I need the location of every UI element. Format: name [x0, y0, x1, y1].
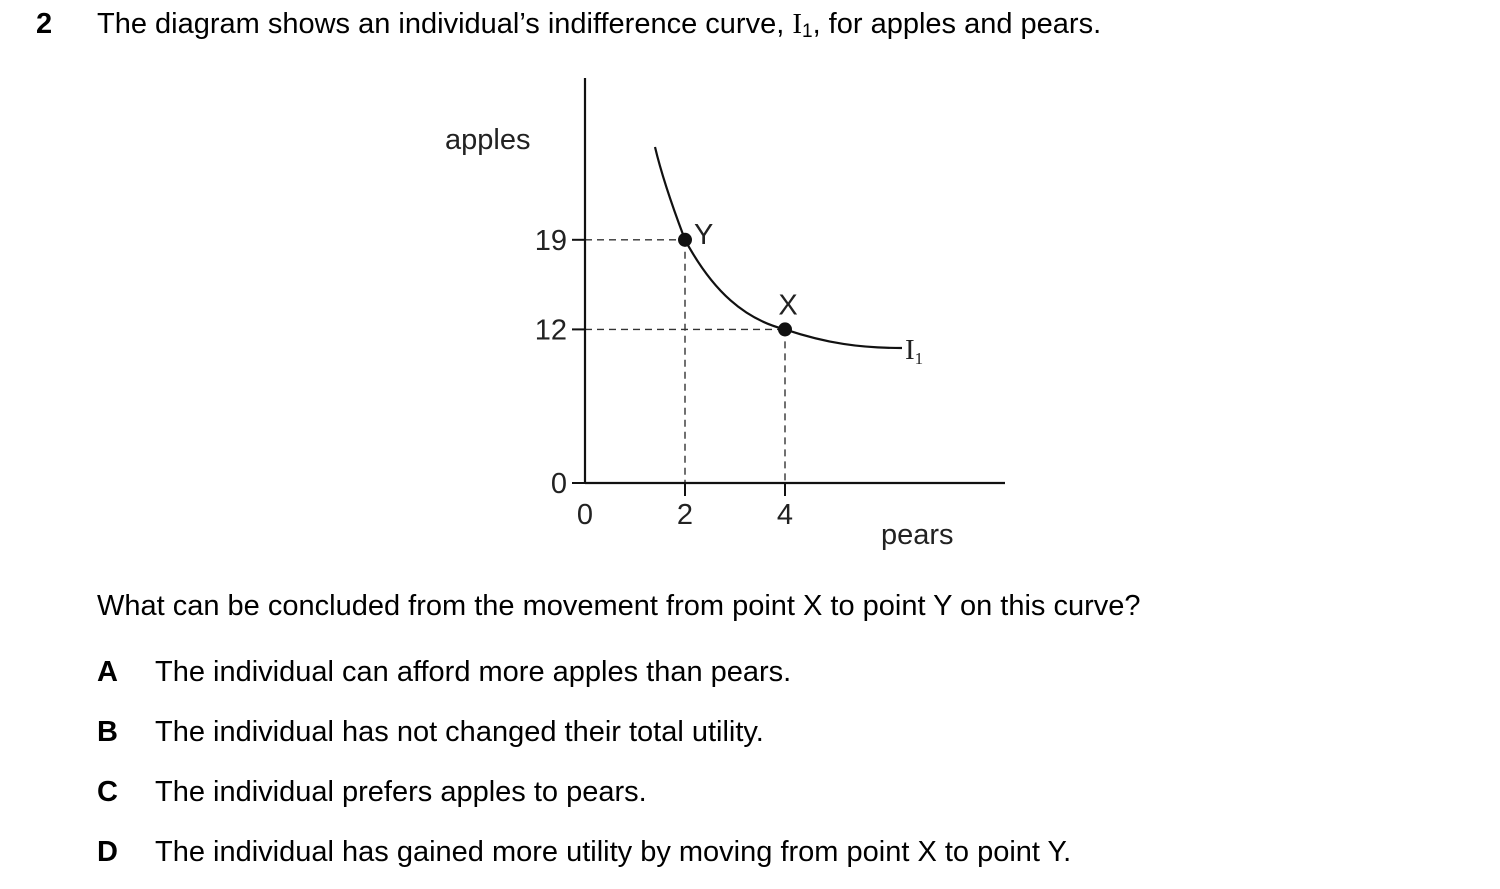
axes: [585, 78, 1005, 483]
y-tick-label: 0: [550, 468, 567, 500]
option-letter: A: [97, 656, 118, 688]
guide-lines: [585, 240, 785, 483]
x-axis-label: pears: [881, 519, 954, 551]
option-text: The individual has gained more utility by moving from point X to point Y.: [155, 836, 1072, 868]
option-letter: B: [97, 716, 118, 748]
y-axis-label: apples: [445, 124, 531, 156]
option-c[interactable]: [97, 776, 647, 809]
axis-ticks: [535, 225, 793, 531]
option-d[interactable]: [97, 836, 1071, 869]
option-a[interactable]: [97, 656, 791, 689]
question-prompt: What can be concluded from the movement from point X to point Y on this curve?: [97, 590, 1141, 622]
option-text: The individual can afford more apples than pears.: [155, 656, 792, 688]
curve-label-subscript: 1: [914, 349, 924, 368]
stem-text-before: The diagram shows an individual’s indifference curve,: [97, 8, 793, 40]
curve-label: [905, 334, 923, 368]
curve-points: [678, 219, 798, 337]
x-tick-label: 0: [576, 499, 594, 531]
curve-symbol-subscript: 1: [801, 21, 813, 42]
x-tick-label: 2: [676, 499, 694, 531]
point-x-label: X: [778, 289, 798, 322]
point-y-label: Y: [694, 218, 714, 251]
curve-symbol: I: [792, 8, 802, 40]
option-letter: D: [97, 836, 118, 868]
question-number: 2: [36, 8, 53, 40]
point-y-marker: [678, 233, 692, 247]
option-text: The individual has not changed their total utility.: [155, 716, 764, 748]
option-b[interactable]: [97, 716, 764, 749]
y-tick-label: 12: [534, 314, 567, 347]
point-x-marker: [778, 322, 792, 336]
option-text: The individual prefers apples to pears.: [155, 776, 647, 808]
x-tick-label: 4: [776, 499, 794, 531]
stem-text-after: , for apples and pears.: [812, 8, 1102, 40]
option-letter: C: [97, 776, 118, 808]
y-tick-label: 19: [534, 224, 567, 257]
curve-label-main: I: [905, 334, 915, 366]
